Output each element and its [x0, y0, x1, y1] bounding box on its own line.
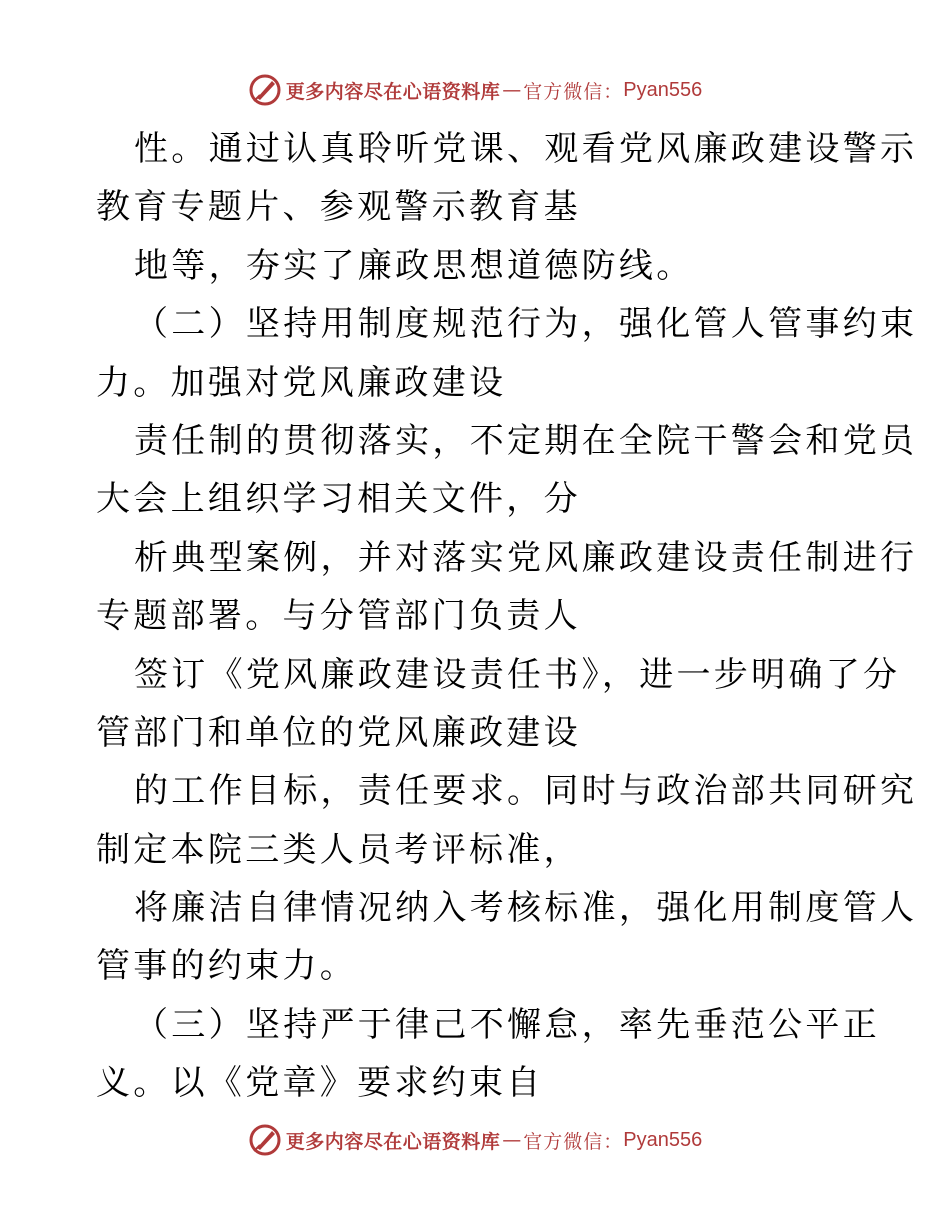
body-line: 的工作目标，责任要求。同时与政治部共同研究 [134, 771, 918, 812]
banner-separator: — [502, 1129, 522, 1151]
body-line: 析典型案例，并对落实党风廉政建设责任制进行 [134, 537, 918, 578]
banner-separator: — [502, 79, 522, 101]
banner-wechat-id: Pyan556 [623, 1128, 703, 1151]
body-line: （三）坚持严于律己不懈怠，率先垂范公平正 [134, 1004, 880, 1045]
header-banner [0, 70, 950, 110]
document-body [0, 124, 950, 1117]
body-line: 签订《党风廉政建设责任书》，进一步明确了分 [134, 654, 901, 695]
body-line: 大会上组织学习相关文件，分 [96, 479, 581, 520]
body-line: （二）坚持用制度规范行为，强化管人管事约束 [134, 304, 918, 345]
body-line: 地等，夯实了廉政思想道德防线。 [134, 245, 694, 286]
body-line: 将廉洁自律情况纳入考核标准，强化用制度管人 [134, 888, 918, 929]
body-line: 力。加强对党风廉政建设 [96, 362, 507, 403]
body-line: 管部门和单位的党风廉政建设 [96, 712, 581, 753]
banner-title: 更多内容尽在心语资料库 [285, 1130, 501, 1153]
body-line: 专题部署。与分管部门负责人 [96, 596, 581, 637]
banner-wechat-id: Pyan556 [623, 78, 703, 101]
banner-wechat-label: 官方微信： [523, 1130, 624, 1153]
body-line: 性。通过认真聆听党课、观看党风廉政建设警示 [134, 129, 918, 169]
body-line: 教育专题片、参观警示教育基 [96, 187, 581, 228]
body-line: 责任制的贯彻落实，不定期在全院干警会和党员 [134, 420, 918, 461]
body-line: 义。以《党章》要求约束自 [96, 1063, 544, 1104]
feather-logo-icon [248, 1123, 282, 1157]
body-line: 制定本院三类人员考评标准， [96, 829, 581, 870]
banner-wechat-label: 官方微信： [523, 80, 624, 103]
footer-banner [0, 1120, 950, 1160]
feather-logo-icon [248, 73, 282, 107]
body-line: 管事的约束力。 [96, 946, 358, 987]
banner-title: 更多内容尽在心语资料库 [285, 80, 501, 103]
